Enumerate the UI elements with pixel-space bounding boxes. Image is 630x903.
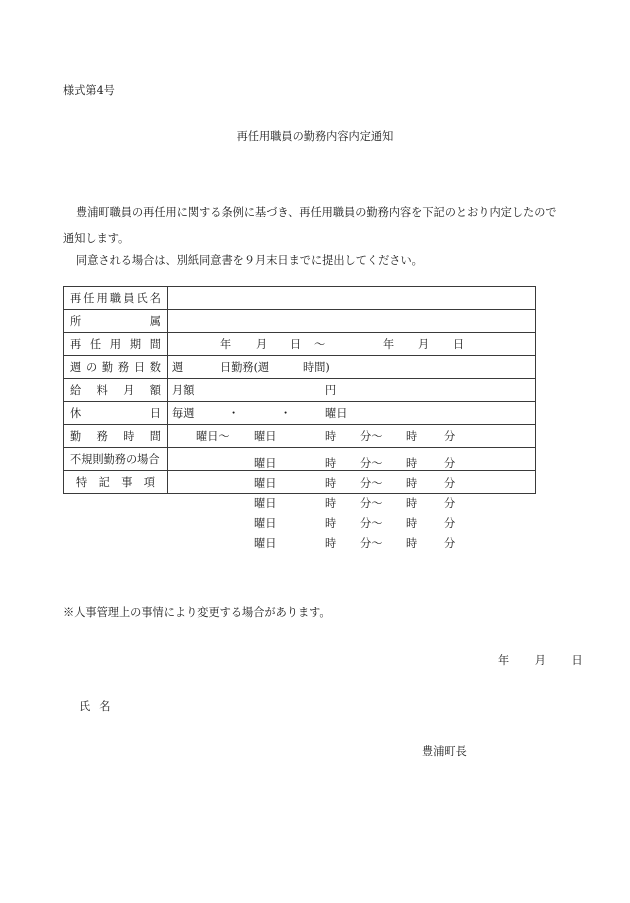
value-salary xyxy=(168,379,536,402)
weekday-label: 曜日 xyxy=(254,477,277,490)
irregular-line xyxy=(168,454,535,472)
label-text xyxy=(70,359,161,375)
label-char: 員 xyxy=(123,292,135,305)
label-char: 勤 xyxy=(101,361,114,374)
month-label: 月 xyxy=(256,338,268,351)
hour-label: 時 xyxy=(325,517,337,530)
days-label: 日勤務(週 xyxy=(220,361,270,374)
date-line: 年 月 日 xyxy=(498,654,583,667)
label-char: 項 xyxy=(143,476,155,489)
body-line-2: 通知します。 xyxy=(63,232,130,245)
value-department xyxy=(168,310,536,333)
label-text xyxy=(70,405,161,421)
hour-label: 時 xyxy=(325,477,337,490)
label-char: 特 xyxy=(76,476,88,489)
body-line-1: 豊浦町職員の再任用に関する条例に基づき、再任用職員の勤務内容を下記のとおり内定したので xyxy=(76,206,557,219)
weekday-label: 曜日 xyxy=(254,537,277,550)
label-char: の xyxy=(85,361,98,374)
weekday-label: 曜日 xyxy=(254,457,277,470)
label-char: 額 xyxy=(149,384,161,397)
form-number: 様式第4号 xyxy=(63,84,115,97)
table-row xyxy=(64,356,536,379)
table-row xyxy=(64,448,536,471)
table-row xyxy=(64,333,536,356)
irregular-line xyxy=(168,514,535,532)
weekday-label: 曜日 xyxy=(254,497,277,510)
label-char: 用 xyxy=(96,292,108,305)
hour-label: 時 xyxy=(406,517,418,530)
minute-label: 分 xyxy=(444,477,456,490)
minute-tilde-label: 分～ xyxy=(360,457,383,470)
label-char: 職 xyxy=(109,292,122,305)
notice-table xyxy=(63,286,536,550)
table-row xyxy=(64,379,536,402)
label-text xyxy=(70,474,161,490)
label-char: 日 xyxy=(133,361,146,374)
label-char: 任 xyxy=(89,338,102,351)
year-label: 年 xyxy=(383,338,395,351)
label-char: 勤 xyxy=(70,430,82,443)
label-text xyxy=(70,428,161,444)
minute-tilde-label: 分～ xyxy=(360,537,383,550)
value-irregular xyxy=(168,448,536,550)
irregular-lines xyxy=(168,448,535,550)
monthly-label: 月額 xyxy=(172,384,195,397)
value-work-hours xyxy=(168,425,536,448)
week-label: 週 xyxy=(172,361,184,374)
label-char: 時 xyxy=(123,430,135,443)
table-row xyxy=(64,425,536,448)
hour-label: 時 xyxy=(325,457,337,470)
value-name xyxy=(168,287,536,310)
label-char: 休 xyxy=(70,407,82,420)
minute-label: 分 xyxy=(444,457,456,470)
hour-label: 時 xyxy=(406,537,418,550)
table-row xyxy=(64,402,536,425)
label-char: 事 xyxy=(121,476,133,489)
hour-label: 時 xyxy=(325,497,337,510)
label-text: 不規則勤務の場合 xyxy=(70,453,160,466)
day-label: 日 xyxy=(290,338,302,351)
dot-separator: ・ xyxy=(280,407,292,420)
value-workdays xyxy=(168,356,536,379)
label-char: 務 xyxy=(96,430,108,443)
tilde-label: ～ xyxy=(314,338,326,351)
label-workdays xyxy=(64,356,168,379)
hours-label: 時間) xyxy=(303,361,330,374)
minute-tilde-label: 分～ xyxy=(360,517,383,530)
label-char: 数 xyxy=(149,361,161,374)
month-label: 月 xyxy=(418,338,430,351)
dot-separator: ・ xyxy=(228,407,240,420)
label-text xyxy=(70,313,161,329)
minute-label: 分 xyxy=(444,497,456,510)
hour-label: 時 xyxy=(406,457,418,470)
irregular-line xyxy=(168,494,535,512)
label-char: 再 xyxy=(70,338,82,351)
label-text xyxy=(70,382,161,398)
label-char: 任 xyxy=(83,292,95,305)
label-char: 記 xyxy=(98,476,110,489)
name-label: 氏名 xyxy=(79,700,120,713)
weekday-label: 曜日 xyxy=(254,517,277,530)
day-label: 日 xyxy=(453,338,465,351)
hour-label: 時 xyxy=(406,497,418,510)
label-char: 名 xyxy=(149,292,161,305)
body-line-3: 同意される場合は、別紙同意書を９月末日までに提出してください。 xyxy=(76,254,423,267)
label-work-hours xyxy=(64,425,168,448)
value-period xyxy=(168,333,536,356)
hour-label: 時 xyxy=(406,477,418,490)
every-week-label: 毎週 xyxy=(172,407,195,420)
irregular-line xyxy=(168,474,535,492)
label-holiday xyxy=(64,402,168,425)
weekday-to-label: 曜日 xyxy=(254,430,277,443)
label-char: 日 xyxy=(149,407,161,420)
hour-label: 時 xyxy=(406,430,418,443)
minute-tilde-label: 分～ xyxy=(360,477,383,490)
label-char: 間 xyxy=(149,338,161,351)
issuer: 豊浦町長 xyxy=(422,745,467,758)
label-period xyxy=(64,333,168,356)
yen-label: 円 xyxy=(325,384,337,397)
label-name xyxy=(64,287,168,310)
label-char: 月 xyxy=(123,384,135,397)
label-department xyxy=(64,310,168,333)
label-text xyxy=(70,290,161,306)
value-holiday xyxy=(168,402,536,425)
minute-label: 分 xyxy=(444,517,456,530)
minute-label: 分 xyxy=(444,537,456,550)
minute-label: 分 xyxy=(444,430,456,443)
minute-tilde-label: 分～ xyxy=(360,497,383,510)
minute-tilde-label: 分～ xyxy=(360,430,383,443)
label-text xyxy=(70,336,161,352)
table-row xyxy=(64,310,536,333)
label-notes xyxy=(64,471,168,494)
label-char: 用 xyxy=(109,338,122,351)
label-char: 料 xyxy=(96,384,108,397)
label-char: 給 xyxy=(70,384,82,397)
document-title: 再任用職員の勤務内容内定通知 xyxy=(236,130,394,143)
label-irregular xyxy=(64,448,168,471)
label-char: 週 xyxy=(70,361,82,374)
hour-label: 時 xyxy=(325,537,337,550)
year-label: 年 xyxy=(220,338,232,351)
label-char: 属 xyxy=(149,315,161,328)
irregular-line xyxy=(168,534,535,552)
hour-label: 時 xyxy=(325,430,337,443)
label-char: 所 xyxy=(70,315,82,328)
label-char: 間 xyxy=(149,430,161,443)
label-char: 再 xyxy=(70,292,82,305)
table-row xyxy=(64,287,536,310)
weekday-label: 曜日 xyxy=(325,407,348,420)
label-char: 務 xyxy=(117,361,130,374)
footnote: ※人事管理上の事情により変更する場合があります。 xyxy=(63,606,331,619)
weekday-from-label: 曜日～ xyxy=(196,430,230,443)
label-salary xyxy=(64,379,168,402)
label-char: 期 xyxy=(129,338,142,351)
label-char: 氏 xyxy=(136,292,148,305)
